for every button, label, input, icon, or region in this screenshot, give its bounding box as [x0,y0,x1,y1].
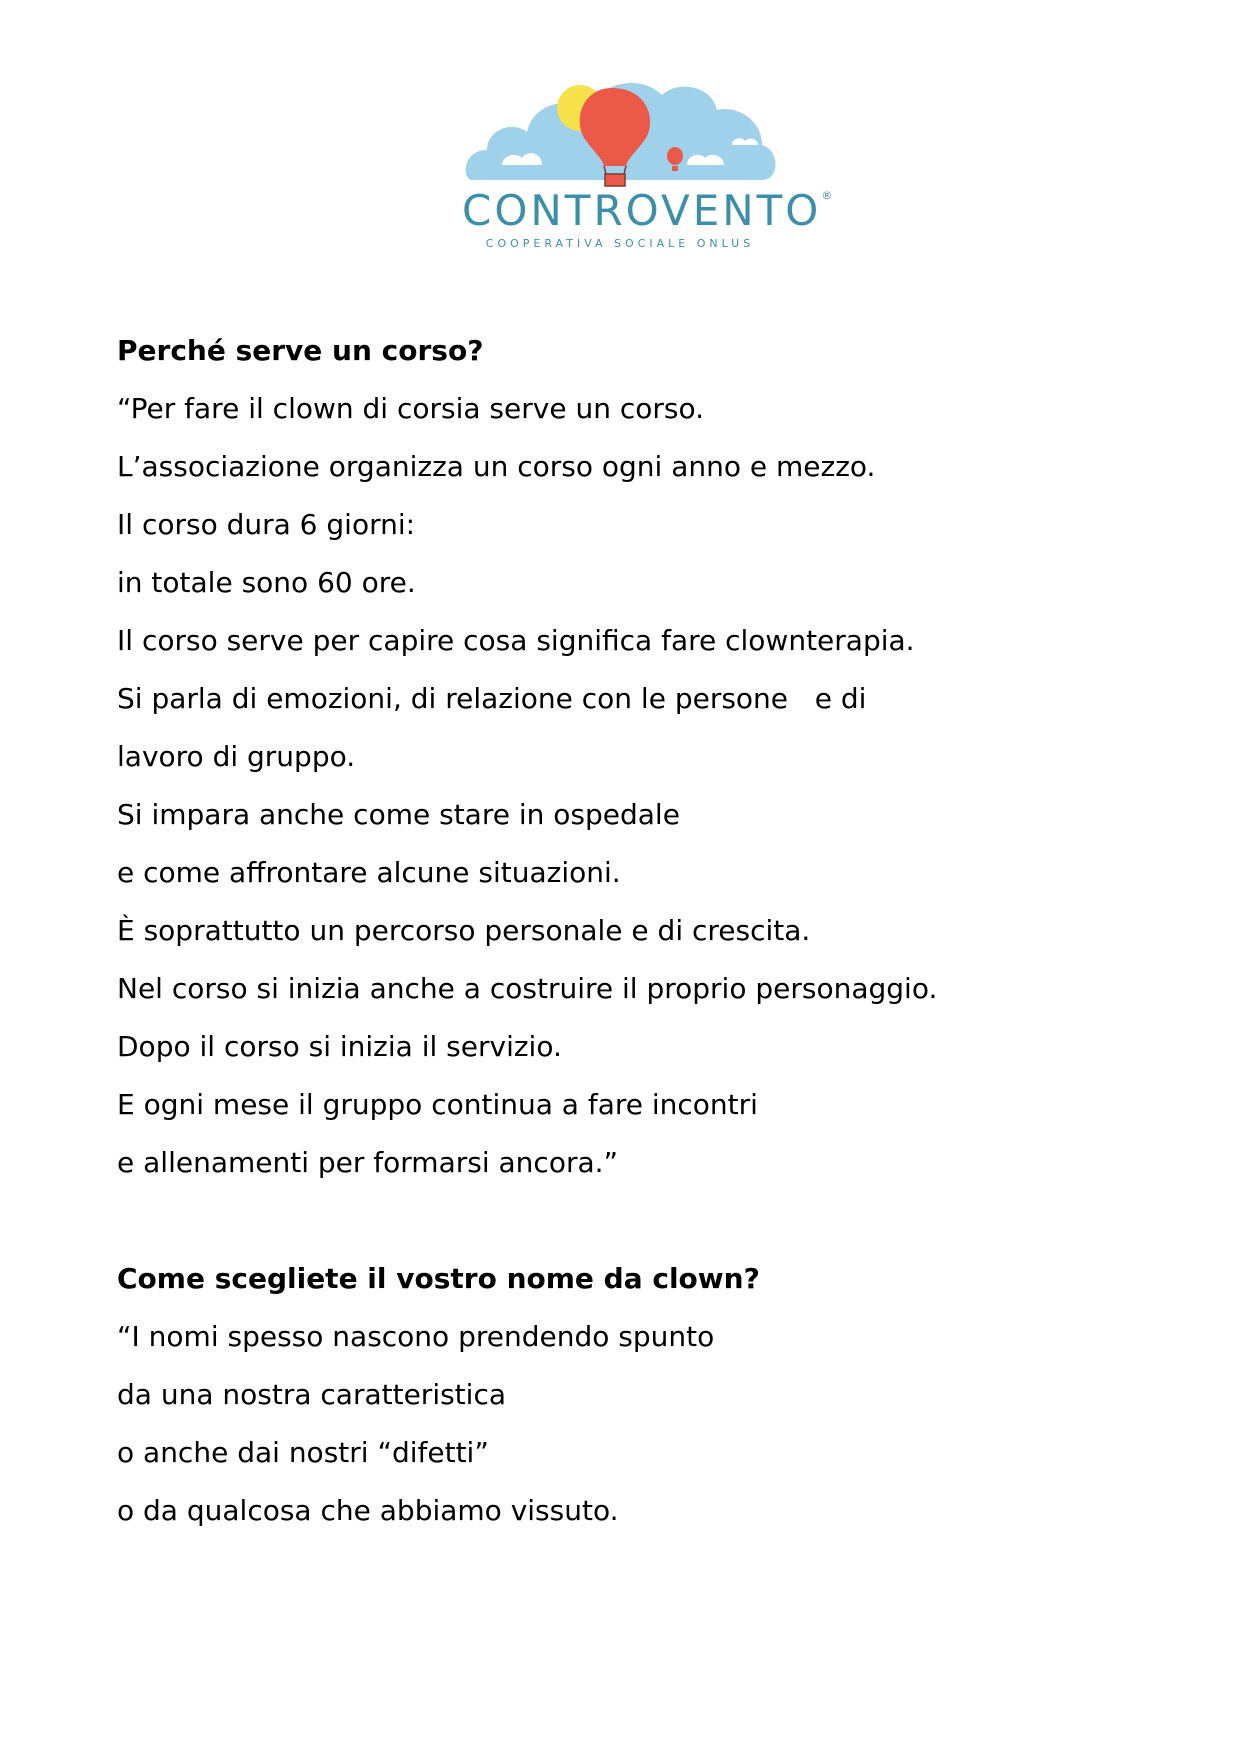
text-line: Nel corso si inizia anche a costruire il proprio personaggio. [117,972,938,1005]
text-line: da una nostra caratteristica [117,1378,506,1411]
section-heading: Come scegliete il vostro nome da clown? [117,1262,760,1295]
text-line: e come affrontare alcune situazioni. [117,856,621,889]
text-line: L’associazione organizza un corso ogni anno e mezzo. [117,450,876,483]
logo-wordmark: CONTROVENTO® [462,186,833,235]
text-line: Dopo il corso si inizia il servizio. [117,1030,562,1063]
logo-tagline: COOPERATIVA SOCIALE ONLUS [485,237,755,250]
text-line: Il corso dura 6 giorni: [117,508,416,541]
text-line: E ogni mese il gruppo continua a fare incontri [117,1088,758,1121]
section-spacer [117,1192,1177,1250]
controvento-logo [462,70,833,260]
text-line: Il corso serve per capire cosa significa fare clownterapia. [117,624,915,657]
section-heading: Perché serve un corso? [117,334,484,367]
text-line: “I nomi spesso nascono prendendo spunto [117,1320,715,1353]
text-line: È soprattutto un percorso personale e di crescita. [117,914,811,947]
text-line: e allenamenti per formarsi ancora.” [117,1146,619,1179]
balloon-cloud-logo-icon [462,70,778,190]
text-line: in totale sono 60 ore. [117,566,416,599]
text-line: “Per fare il clown di corsia serve un corso. [117,392,705,425]
text-line: Si impara anche come stare in ospedale [117,798,680,831]
document-body [117,322,1177,1540]
text-line: o da qualcosa che abbiamo vissuto. [117,1494,619,1527]
small-balloon-shape [667,147,683,165]
text-line: o anche dai nostri “difetti” [117,1436,489,1469]
text-line: lavoro di gruppo. [117,740,356,773]
text-line: Si parla di emozioni, di relazione con le persone e di [117,682,867,715]
